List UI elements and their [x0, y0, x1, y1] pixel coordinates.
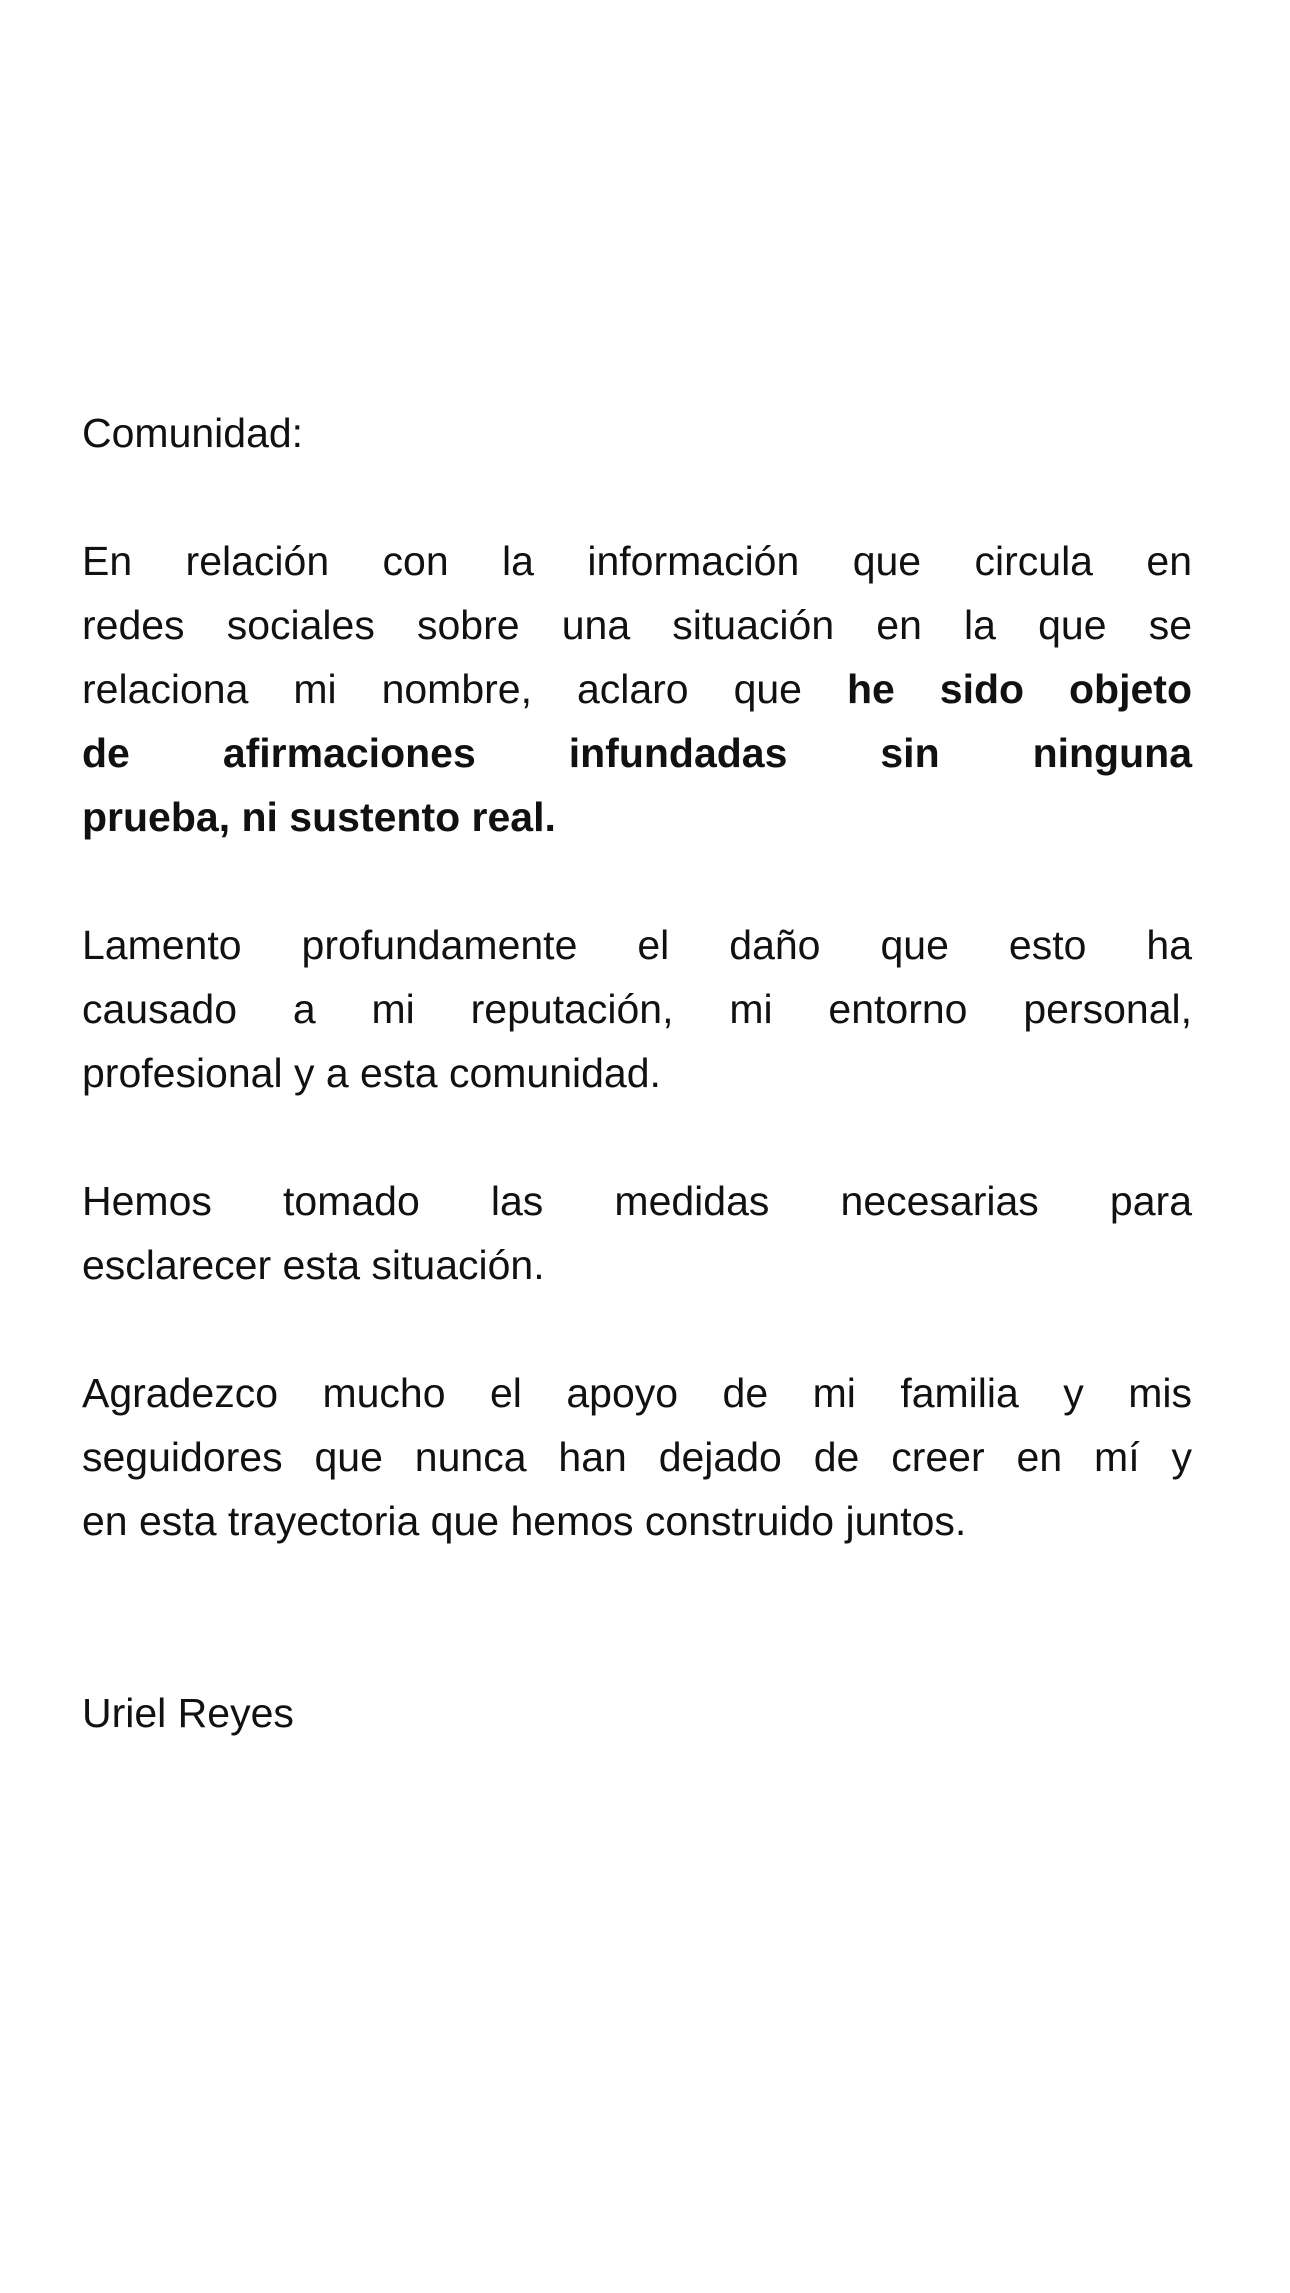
paragraph-line	[82, 657, 1192, 721]
paragraph-line: causado a mi reputación, mi entorno personal,	[82, 986, 1192, 1032]
bold-text: prueba, ni sustento real.	[82, 794, 556, 840]
paragraph-line: profesional y a esta comunidad.	[82, 1050, 661, 1096]
paragraph-2	[82, 913, 1192, 1105]
statement-document	[82, 401, 1192, 1745]
paragraph-line: seguidores que nunca han dejado de creer en mí y	[82, 1434, 1192, 1480]
signature: Uriel Reyes	[82, 1690, 294, 1736]
paragraph-1	[82, 529, 1192, 849]
paragraph-3	[82, 1169, 1192, 1297]
paragraph-line: En relación con la información que circula en	[82, 538, 1192, 584]
paragraph-line: redes sociales sobre una situación en la que se	[82, 602, 1192, 648]
text-span: relaciona mi nombre, aclaro que	[82, 666, 847, 712]
paragraph-line: en esta trayectoria que hemos construido juntos.	[82, 1498, 967, 1544]
paragraph-line: Lamento profundamente el daño que esto ha	[82, 922, 1192, 968]
paragraph-line: Agradezco mucho el apoyo de mi familia y mis	[82, 1370, 1192, 1416]
bold-text: de afirmaciones infundadas sin ninguna	[82, 730, 1192, 776]
paragraph-line	[82, 721, 1192, 785]
bold-text: he sido objeto	[846, 666, 1192, 712]
paragraph-line	[82, 785, 1192, 849]
paragraph-line: esclarecer esta situación.	[82, 1242, 545, 1288]
paragraph-line: Hemos tomado las medidas necesarias para	[82, 1178, 1192, 1224]
greeting: Comunidad:	[82, 410, 304, 456]
paragraph-4	[82, 1361, 1192, 1553]
